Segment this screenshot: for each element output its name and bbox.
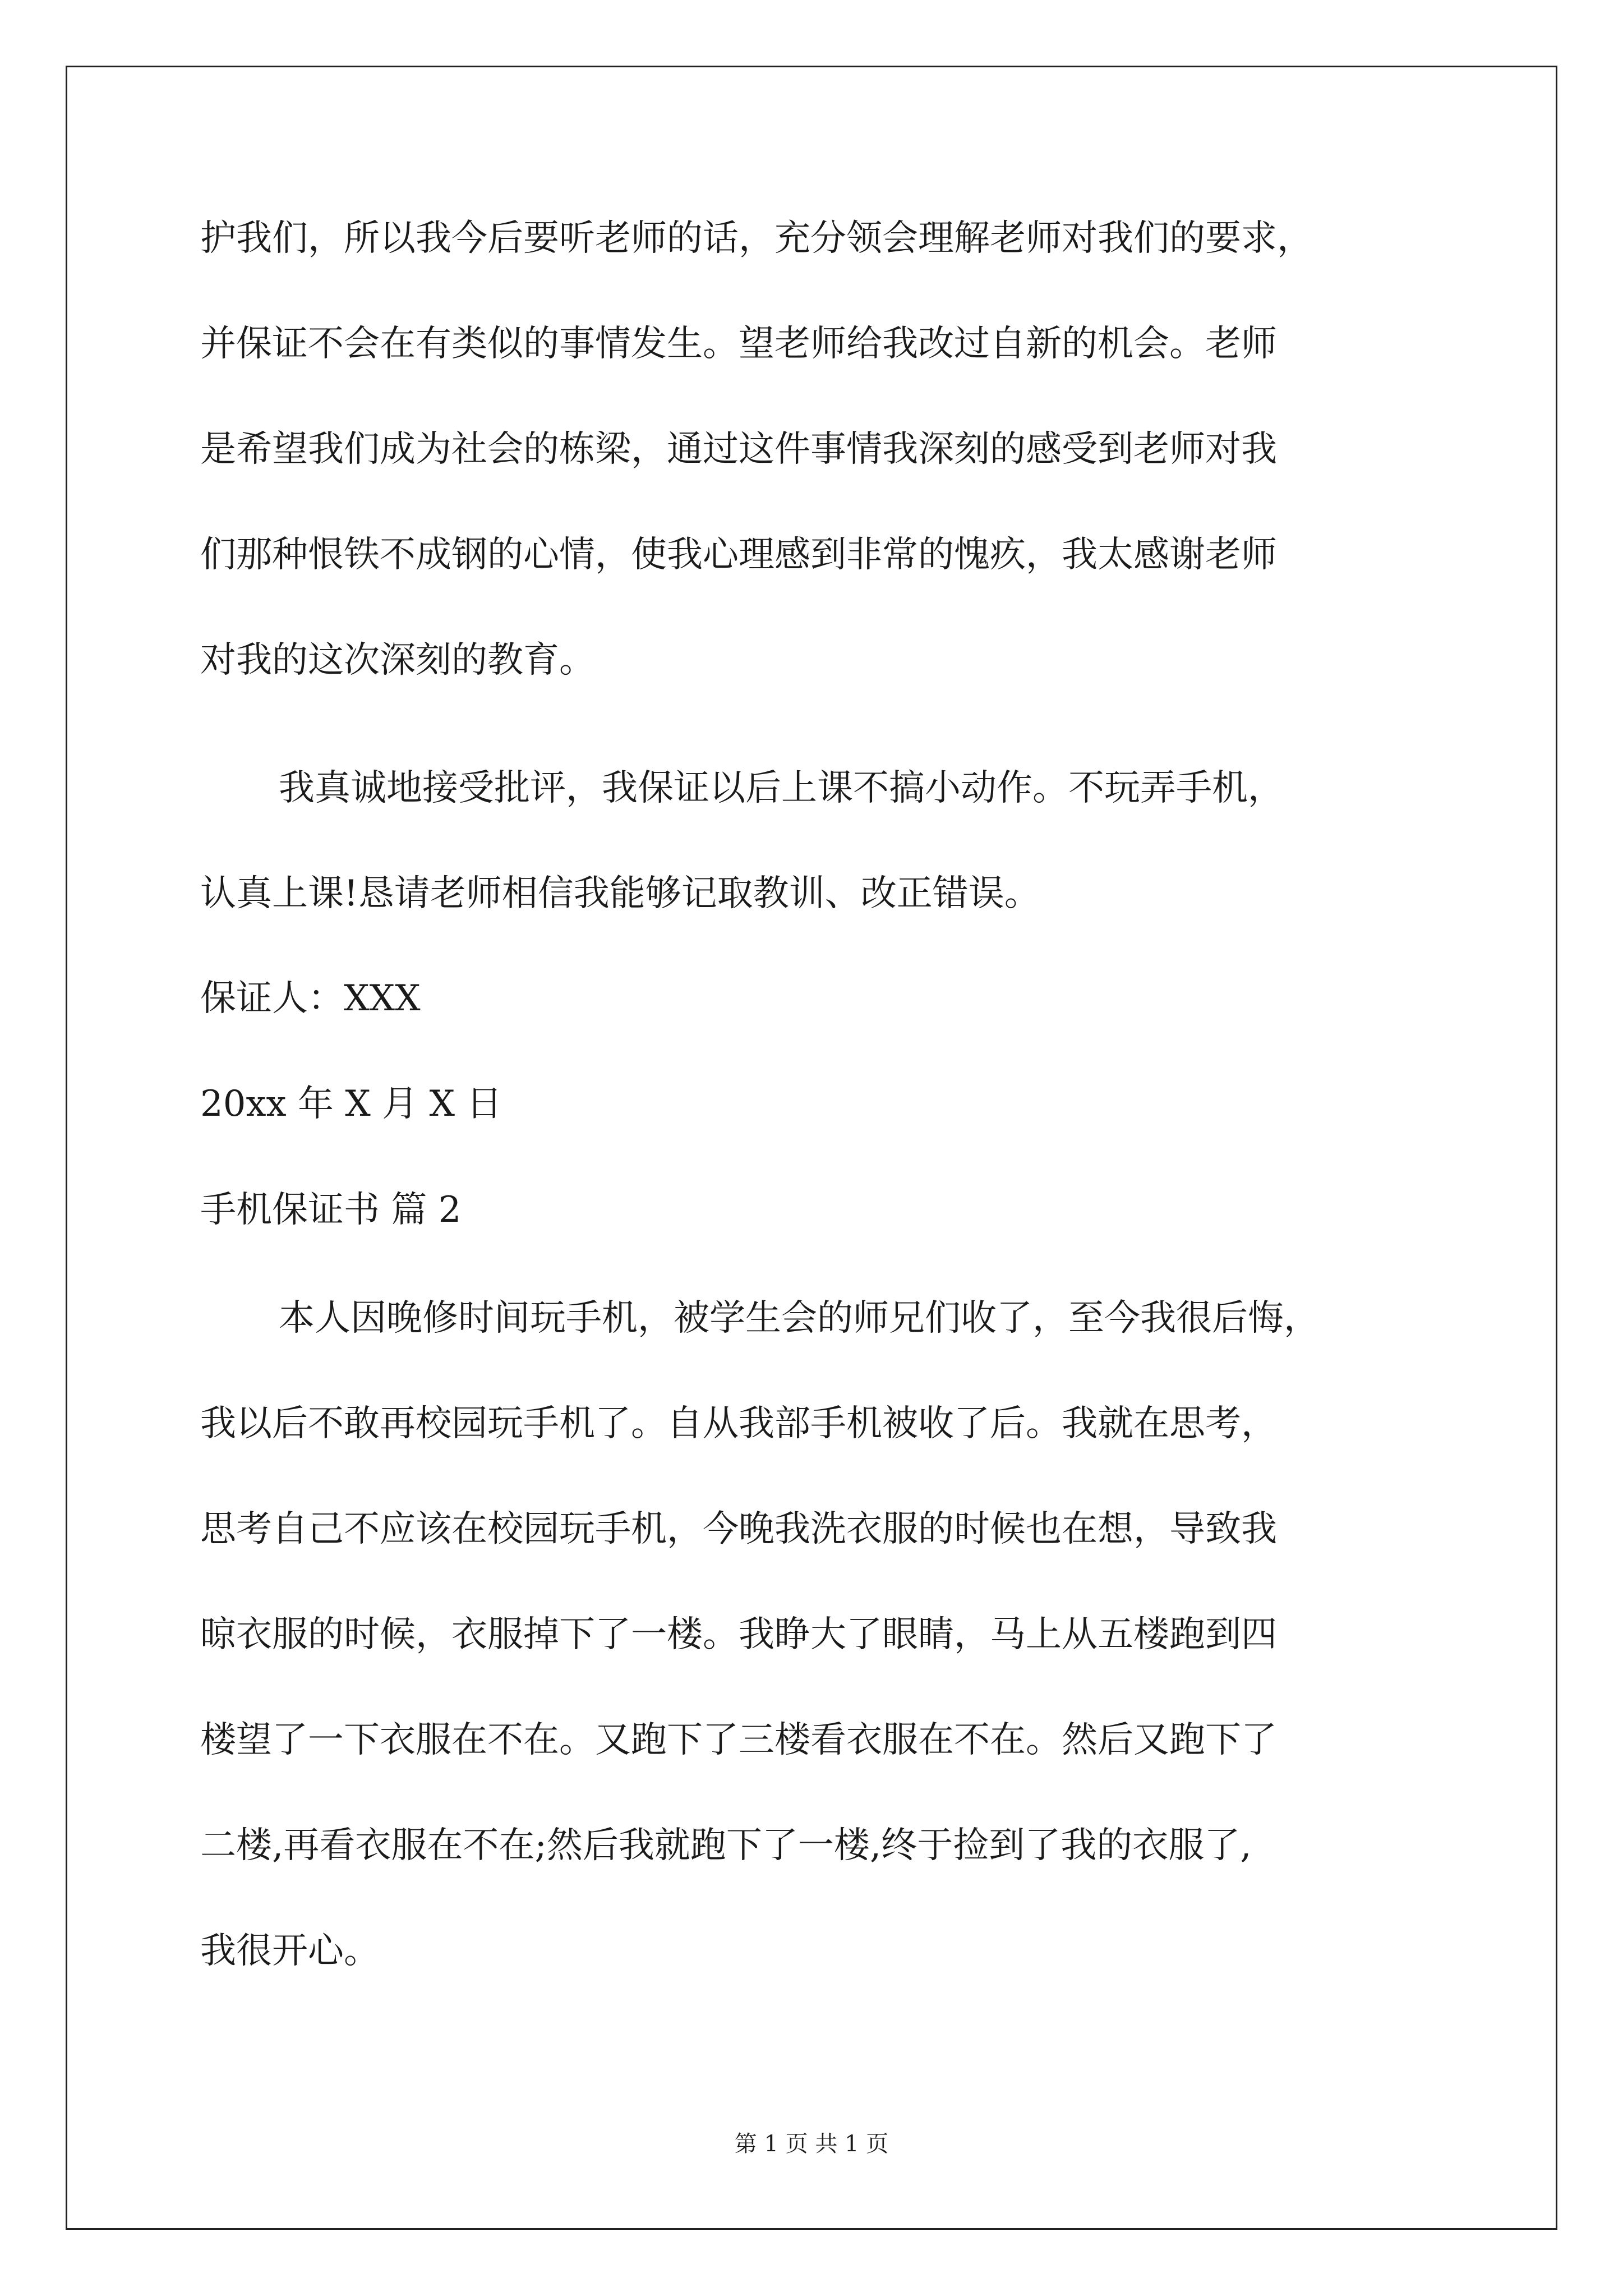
paragraph-line: 我真诚地接受批评，我保证以后上课不搞小动作。不玩弄手机，	[279, 767, 1284, 809]
date-line: 20xx 年 X 月 X 日	[200, 1083, 502, 1125]
paragraph-line: 二楼,再看衣服在不在;然后我就跑下了一楼,终于捡到了我的衣服了,	[200, 1825, 1252, 1866]
paragraph-line: 对我的这次深刻的教育。	[200, 639, 595, 681]
paragraph-line: 本人因晚修时间玩手机，被学生会的师兄们收了，至今我很后悔，	[279, 1297, 1320, 1339]
paragraph-line: 楼望了一下衣服在不在。又跑下了三楼看衣服在不在。然后又跑下了	[200, 1719, 1277, 1761]
paragraph-line: 晾衣服的时候，衣服掉下了一楼。我睁大了眼睛，马上从五楼跑到四	[200, 1614, 1277, 1655]
paragraph-line: 思考自己不应该在校园玩手机，今晚我洗衣服的时候也在想，导致我	[200, 1508, 1277, 1550]
paragraph-line: 我以后不敢再校园玩手机了。自从我部手机被收了后。我就在思考，	[200, 1403, 1277, 1444]
paragraph-line: 是希望我们成为社会的栋梁，通过这件事情我深刻的感受到老师对我	[200, 429, 1277, 470]
page-footer: 第 1 页 共 1 页	[734, 2131, 889, 2157]
paragraph-line: 护我们，所以我今后要听老师的话，充分领会理解老师对我们的要求，	[200, 218, 1313, 259]
section-heading: 手机保证书 篇 2	[200, 1189, 462, 1231]
signatory-line: 保证人：XXX	[200, 978, 421, 1019]
paragraph-line: 认真上课!恳请老师相信我能够记取教训、改正错误。	[200, 873, 1040, 914]
paragraph-line: 我很开心。	[200, 1930, 380, 1972]
page-border	[66, 66, 1557, 2230]
paragraph-line: 并保证不会在有类似的事情发生。望老师给我改过自新的机会。老师	[200, 323, 1277, 365]
paragraph-line: 们那种恨铁不成钢的心情，使我心理感到非常的愧疚，我太感谢老师	[200, 534, 1277, 576]
